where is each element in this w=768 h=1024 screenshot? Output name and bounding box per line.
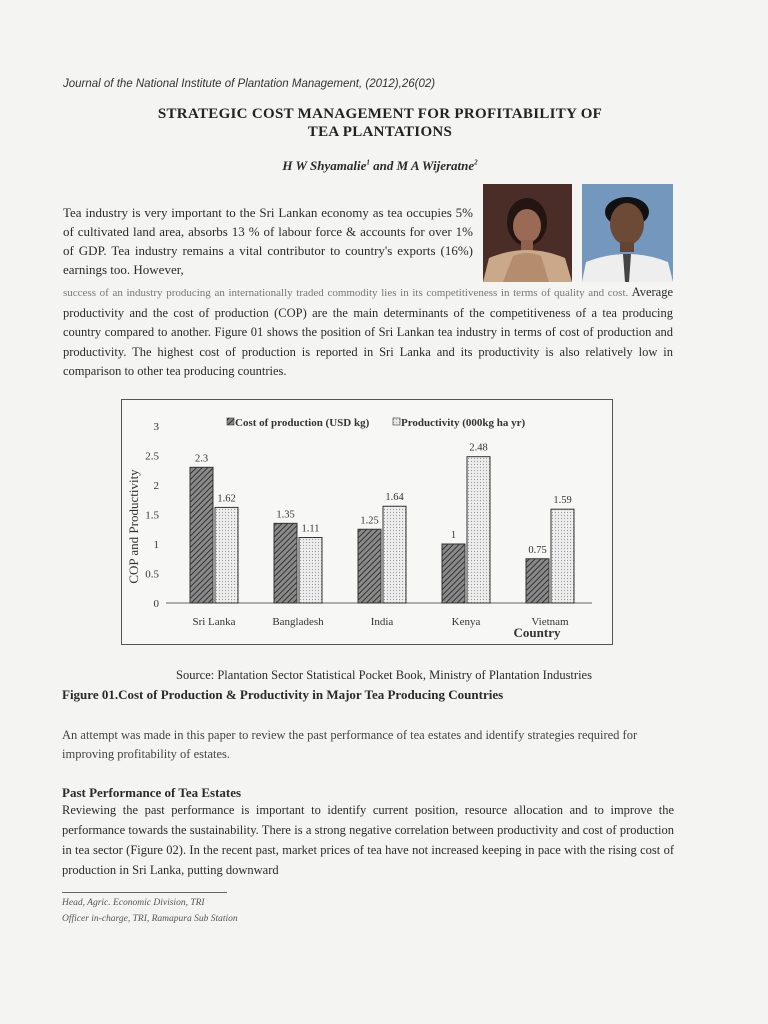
bar-cop	[526, 559, 549, 603]
y-tick-label: 0	[153, 598, 159, 610]
bar-cop	[442, 544, 465, 603]
figure-01-chart	[121, 399, 613, 645]
legend-swatch-cop	[227, 418, 234, 425]
author-1: H W Shyamalie	[282, 158, 367, 173]
data-label-productivity: 1.64	[385, 492, 404, 504]
footnotes	[62, 895, 238, 927]
data-label-cop: 0.75	[528, 544, 547, 556]
section-heading: Past Performance of Tea Estates	[62, 785, 242, 800]
footnote-1: Head, Agric. Economic Division, TRI	[62, 898, 205, 908]
author-1-mark: 1	[366, 158, 370, 167]
intro-paragraph: Tea industry is very important to the Sri Lankan economy as tea occupies 5% of cultivated land area, absorbs 13 % of labour force & accounts for over 1% of GDP. Tea industry remains a vital contributor to country's exports (16%) earnings too. However,	[63, 205, 473, 277]
body-paragraph-2: An attempt was made in this paper to review the past performance of tea estates and identify strategies required for improving profitability of estates.	[62, 728, 638, 761]
y-tick-label: 2.5	[145, 450, 159, 463]
y-tick-label: 3	[153, 421, 159, 433]
legend-label-productivity: Productivity (000kg ha yr)	[401, 417, 526, 429]
chart-svg	[122, 400, 612, 644]
footnote-2: Officer in-charge, TRI, Ramapura Sub Station	[62, 914, 238, 924]
paragraph-1-text: Average productivity and the cost of production (COP) are the main determinants of the competitiveness of a tea producing country compared to another. Figure 01 shows the position of Sri Lankan tea industry in terms of cost of production and productivity. The highest cost of production is reported in Sri Lanka and its productivity is also relatively low in comparison to other tea producing countries.	[63, 285, 674, 378]
journal-citation: Journal of the National Institute of Plantation Management, (2012),26(02)	[63, 78, 436, 90]
author-2: M A Wijeratne	[396, 158, 475, 173]
x-tick-label: India	[370, 616, 394, 628]
bar-productivity	[299, 538, 322, 603]
author-1-photo	[483, 184, 572, 282]
bar-cop	[274, 523, 297, 603]
paragraph-1-faint-text: success of an industry producing an internationally traded commodity lies in its competitiveness in terms of quality and cost.	[63, 287, 629, 299]
body-paragraph-1	[63, 283, 673, 382]
data-label-cop: 2.3	[194, 453, 209, 465]
footnote-divider	[62, 892, 227, 893]
y-tick-label: 2	[153, 480, 159, 492]
paper-title	[100, 105, 660, 141]
figure-source: Source: Plantation Sector Statistical Pocket Book, Ministry of Plantation Industries	[176, 668, 592, 682]
bar-cop	[190, 467, 213, 603]
legend-label-cop: Cost of production (USD kg)	[235, 417, 370, 429]
x-tick-label: Vietnam	[531, 616, 569, 628]
y-tick-label: 1.5	[145, 509, 159, 522]
data-label-cop: 1	[450, 530, 457, 541]
x-tick-label: Bangladesh	[272, 616, 324, 628]
data-label-productivity: 1.62	[217, 493, 236, 505]
title-line-1: STRATEGIC COST MANAGEMENT FOR PROFITABILITY OF	[157, 106, 603, 122]
data-label-cop: 1.35	[276, 509, 295, 521]
data-label-productivity: 2.48	[469, 442, 488, 454]
author-2-mark: 2	[474, 158, 478, 167]
author-line	[100, 158, 660, 174]
figure-caption: Figure 01.Cost of Production & Productivity in Major Tea Producing Countries	[62, 687, 504, 702]
author-2-photo	[582, 184, 673, 282]
x-axis-label: Country	[513, 625, 561, 640]
bar-productivity	[467, 457, 490, 603]
author-connector: and	[369, 158, 397, 173]
y-tick-label: 1	[153, 539, 159, 551]
body-paragraph-3: Reviewing the past performance is important to identify current position, resource allocation and to improve the performance towards the sustainability. There is a strong negative correlation between productivity and cost of production in tea sector (Figure 02). In the recent past, market prices of tea have not increased keeping in pace with the rising cost of production in Sri Lanka, putting downward	[62, 803, 674, 877]
bar-cop	[358, 529, 381, 603]
data-label-cop: 1.25	[360, 515, 379, 527]
data-label-productivity: 1.11	[301, 523, 320, 535]
title-line-2: TEA PLANTATIONS	[307, 124, 453, 140]
y-axis-label: COP and Productivity	[126, 469, 141, 584]
bar-productivity	[215, 507, 238, 603]
x-tick-label: Kenya	[451, 616, 481, 628]
bar-productivity	[383, 506, 406, 603]
x-tick-label: Sri Lanka	[192, 616, 236, 628]
data-label-productivity: 1.59	[553, 495, 572, 507]
y-tick-label: 0.5	[145, 568, 159, 581]
legend-swatch-productivity	[393, 418, 400, 425]
bar-productivity	[551, 509, 574, 603]
